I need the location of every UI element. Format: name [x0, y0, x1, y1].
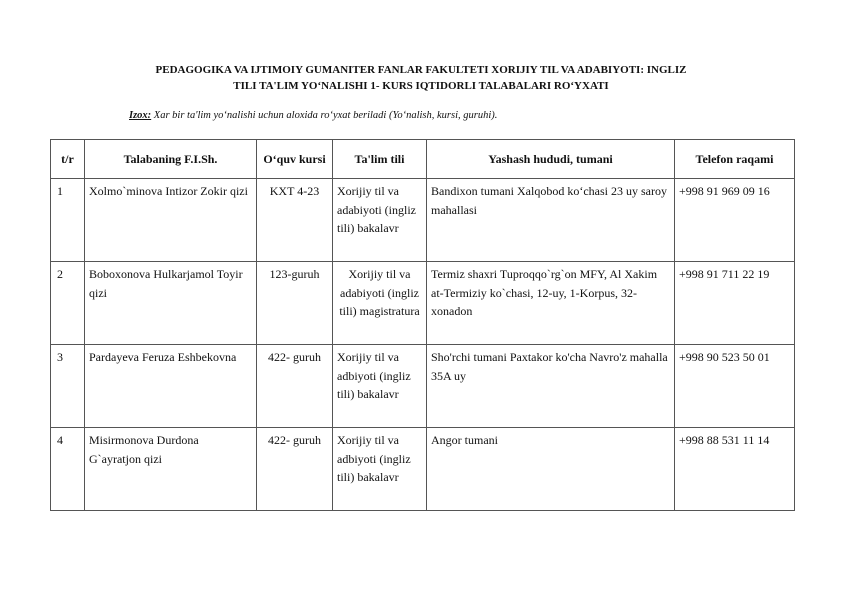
table-row [51, 262, 795, 345]
document-title-line-1: PEDAGOGIKA VA IJTIMOIY GUMANITER FANLAR FAKULTETI XORIJIY TIL VA ADABIYOTI: INGLIZ [155, 64, 687, 76]
cell-language: Xorijiy til va adbiyoti (ingliz tili) bakalavr [333, 428, 427, 511]
cell-phone: +998 91 969 09 16 [675, 179, 795, 262]
cell-name: Xolmo`minova Intizor Zokir qizi [85, 179, 257, 262]
document-note [129, 110, 497, 121]
cell-language: Xorijiy til va adbiyoti (ingliz tili) bakalavr [333, 345, 427, 428]
cell-num: 2 [51, 262, 85, 345]
students-table [50, 139, 795, 511]
cell-phone: +998 88 531 11 14 [675, 428, 795, 511]
table-row [51, 179, 795, 262]
cell-num: 4 [51, 428, 85, 511]
cell-course: 422- guruh [257, 428, 333, 511]
cell-phone: +998 91 711 22 19 [675, 262, 795, 345]
table-header-row [51, 140, 795, 179]
cell-num: 3 [51, 345, 85, 428]
header-address: Yashash hududi, tumani [427, 140, 675, 179]
cell-name: Boboxonova Hulkarjamol Toyir qizi [85, 262, 257, 345]
document-title-line-2: TILI TA'LIM YO‘NALISHI 1- KURS IQTIDORLI TALABALARI RO‘YXATI [233, 80, 609, 92]
cell-address: Angor tumani [427, 428, 675, 511]
table-row [51, 345, 795, 428]
cell-phone: +998 90 523 50 01 [675, 345, 795, 428]
cell-name: Misirmonova Durdona G`ayratjon qizi [85, 428, 257, 511]
cell-address: Sho'rchi tumani Paxtakor ko'cha Navro'z mahalla 35A uy [427, 345, 675, 428]
cell-num: 1 [51, 179, 85, 262]
cell-address: Bandixon tumani Xalqobod ko‘chasi 23 uy saroy mahallasi [427, 179, 675, 262]
cell-language: Xorijiy til va adabiyoti (ingliz tili) bakalavr [333, 179, 427, 262]
note-text: Xar bir ta'lim yo‘nalishi uchun aloxida ro‘yxat beriladi (Yo‘nalish, kursi, guruhi). [151, 110, 498, 121]
cell-course: KXT 4-23 [257, 179, 333, 262]
cell-course: 123-guruh [257, 262, 333, 345]
cell-address: Termiz shaxri Tuproqqo`rg`on MFY, Al Xakim at-Termiziy ko`chasi, 12-uy, 1-Korpus, 32-xonadon [427, 262, 675, 345]
table-row [51, 428, 795, 511]
note-label: Izox: [129, 110, 152, 121]
header-phone: Telefon raqami [675, 140, 795, 179]
header-name: Talabaning F.I.Sh. [85, 140, 257, 179]
cell-course: 422- guruh [257, 345, 333, 428]
header-language: Ta'lim tili [333, 140, 427, 179]
document-title [90, 62, 752, 94]
cell-name: Pardayeva Feruza Eshbekovna [85, 345, 257, 428]
header-num: t/r [51, 140, 85, 179]
header-course: O‘quv kursi [257, 140, 333, 179]
cell-language: Xorijiy til va adabiyoti (ingliz tili) magistratura [333, 262, 427, 345]
